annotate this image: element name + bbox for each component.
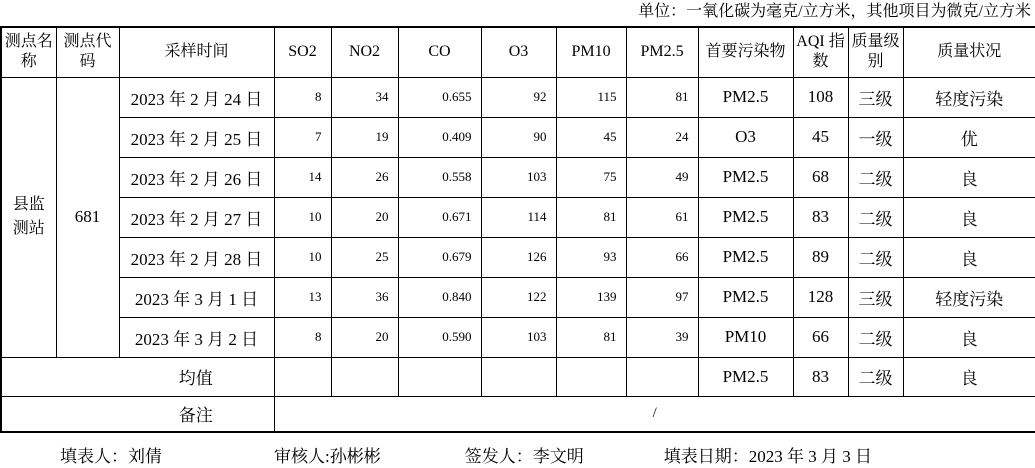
so2-cell: 10 (274, 197, 331, 237)
o3-cell: 90 (481, 117, 556, 157)
table-row (1, 277, 1035, 317)
primary-pollutant-cell: PM2.5 (698, 197, 793, 237)
pm25-cell: 66 (626, 237, 698, 277)
no2-cell (331, 357, 398, 396)
station-name-cell: 县监测站 (1, 77, 56, 357)
quality-level-cell: 二级 (848, 197, 903, 237)
co-cell: 0.655 (398, 77, 481, 117)
header-aqi-index: AQI 指数 (793, 27, 848, 77)
primary-pollutant-cell: PM2.5 (698, 277, 793, 317)
o3-cell: 126 (481, 237, 556, 277)
so2-cell: 8 (274, 317, 331, 357)
o3-cell: 103 (481, 317, 556, 357)
aqi-cell: 68 (793, 157, 848, 197)
quality-status-cell: 良 (903, 237, 1035, 277)
average-row (1, 357, 1035, 396)
date-cell: 2023 年 2 月 26 日 (119, 157, 274, 197)
pm25-cell: 24 (626, 117, 698, 157)
aqi-cell: 83 (793, 357, 848, 396)
header-quality-level: 质量级别 (848, 27, 903, 77)
quality-level-cell: 三级 (848, 277, 903, 317)
pm10-cell: 115 (556, 77, 626, 117)
so2-cell (274, 357, 331, 396)
quality-level-cell: 二级 (848, 157, 903, 197)
o3-cell: 103 (481, 157, 556, 197)
header-primary-pollutant: 首要污染物 (698, 27, 793, 77)
header-so2: SO2 (274, 27, 331, 77)
date-cell: 2023 年 2 月 27 日 (119, 197, 274, 237)
footer-filler: 填表人：刘倩 (60, 447, 162, 466)
unit-note: 单位：一氧化碳为毫克/立方米，其他项目为微克/立方米 (638, 3, 1031, 20)
header-co: CO (398, 27, 481, 77)
co-cell: 0.840 (398, 277, 481, 317)
footer-fill-date: 填表日期：2023 年 3 月 3 日 (663, 447, 872, 466)
aqi-cell: 108 (793, 77, 848, 117)
pm10-cell: 139 (556, 277, 626, 317)
quality-level-cell: 二级 (848, 317, 903, 357)
aqi-cell: 66 (793, 317, 848, 357)
pm25-cell (626, 357, 698, 396)
o3-cell: 122 (481, 277, 556, 317)
primary-pollutant-cell: O3 (698, 117, 793, 157)
station-code-cell: 681 (56, 77, 119, 357)
remark-label-cell: 备注 (1, 396, 274, 432)
quality-status-cell: 优 (903, 117, 1035, 157)
o3-cell: 114 (481, 197, 556, 237)
co-cell: 0.558 (398, 157, 481, 197)
co-cell: 0.590 (398, 317, 481, 357)
date-cell: 2023 年 3 月 2 日 (119, 317, 274, 357)
o3-cell (481, 357, 556, 396)
average-label-cell: 均值 (1, 357, 274, 396)
table-row (1, 157, 1035, 197)
so2-cell: 13 (274, 277, 331, 317)
remark-row (1, 396, 1035, 432)
so2-cell: 10 (274, 237, 331, 277)
quality-level-cell: 二级 (848, 237, 903, 277)
date-cell: 2023 年 2 月 25 日 (119, 117, 274, 157)
date-cell: 2023 年 2 月 24 日 (119, 77, 274, 117)
quality-status-cell: 良 (903, 317, 1035, 357)
primary-pollutant-cell: PM2.5 (698, 357, 793, 396)
table-row (1, 237, 1035, 277)
no2-cell: 25 (331, 237, 398, 277)
no2-cell: 26 (331, 157, 398, 197)
aqi-cell: 128 (793, 277, 848, 317)
co-cell: 0.409 (398, 117, 481, 157)
date-cell: 2023 年 2 月 28 日 (119, 237, 274, 277)
aqi-cell: 89 (793, 237, 848, 277)
pm10-cell: 81 (556, 197, 626, 237)
pm10-cell: 81 (556, 317, 626, 357)
co-cell: 0.679 (398, 237, 481, 277)
co-cell (398, 357, 481, 396)
pm10-cell: 75 (556, 157, 626, 197)
table-row (1, 317, 1035, 357)
quality-level-cell: 一级 (848, 117, 903, 157)
so2-cell: 8 (274, 77, 331, 117)
header-sample-time: 采样时间 (119, 27, 274, 77)
pm25-cell: 97 (626, 277, 698, 317)
date-cell: 2023 年 3 月 1 日 (119, 277, 274, 317)
quality-status-cell: 良 (903, 157, 1035, 197)
pm10-cell: 93 (556, 237, 626, 277)
header-quality-status: 质量状况 (903, 27, 1035, 77)
signature-footer (0, 442, 1035, 467)
primary-pollutant-cell: PM10 (698, 317, 793, 357)
aqi-cell: 83 (793, 197, 848, 237)
pm10-cell (556, 357, 626, 396)
o3-cell: 92 (481, 77, 556, 117)
header-pm10: PM10 (556, 27, 626, 77)
quality-status-cell: 轻度污染 (903, 277, 1035, 317)
table-row (1, 197, 1035, 237)
no2-cell: 20 (331, 197, 398, 237)
quality-status-cell: 良 (903, 357, 1035, 396)
header-no2: NO2 (331, 27, 398, 77)
no2-cell: 20 (331, 317, 398, 357)
quality-status-cell: 良 (903, 197, 1035, 237)
aqi-cell: 45 (793, 117, 848, 157)
pm25-cell: 61 (626, 197, 698, 237)
so2-cell: 14 (274, 157, 331, 197)
footer-reviewer: 审核人:孙彬彬 (274, 447, 381, 466)
remark-value-cell: / (274, 396, 1035, 432)
table-row (1, 117, 1035, 157)
pm10-cell: 45 (556, 117, 626, 157)
pm25-cell: 39 (626, 317, 698, 357)
no2-cell: 34 (331, 77, 398, 117)
no2-cell: 36 (331, 277, 398, 317)
header-pm25: PM2.5 (626, 27, 698, 77)
header-o3: O3 (481, 27, 556, 77)
aqi-data-table (0, 26, 1035, 433)
pm25-cell: 49 (626, 157, 698, 197)
pm25-cell: 81 (626, 77, 698, 117)
quality-status-cell: 轻度污染 (903, 77, 1035, 117)
co-cell: 0.671 (398, 197, 481, 237)
quality-level-cell: 二级 (848, 357, 903, 396)
quality-level-cell: 三级 (848, 77, 903, 117)
primary-pollutant-cell: PM2.5 (698, 157, 793, 197)
table-row (1, 77, 1035, 117)
primary-pollutant-cell: PM2.5 (698, 77, 793, 117)
no2-cell: 19 (331, 117, 398, 157)
so2-cell: 7 (274, 117, 331, 157)
footer-issuer: 签发人：李文明 (464, 447, 584, 466)
header-row (1, 27, 1035, 77)
header-station-name: 测点名称 (1, 27, 56, 77)
primary-pollutant-cell: PM2.5 (698, 237, 793, 277)
header-station-code: 测点代码 (56, 27, 119, 77)
